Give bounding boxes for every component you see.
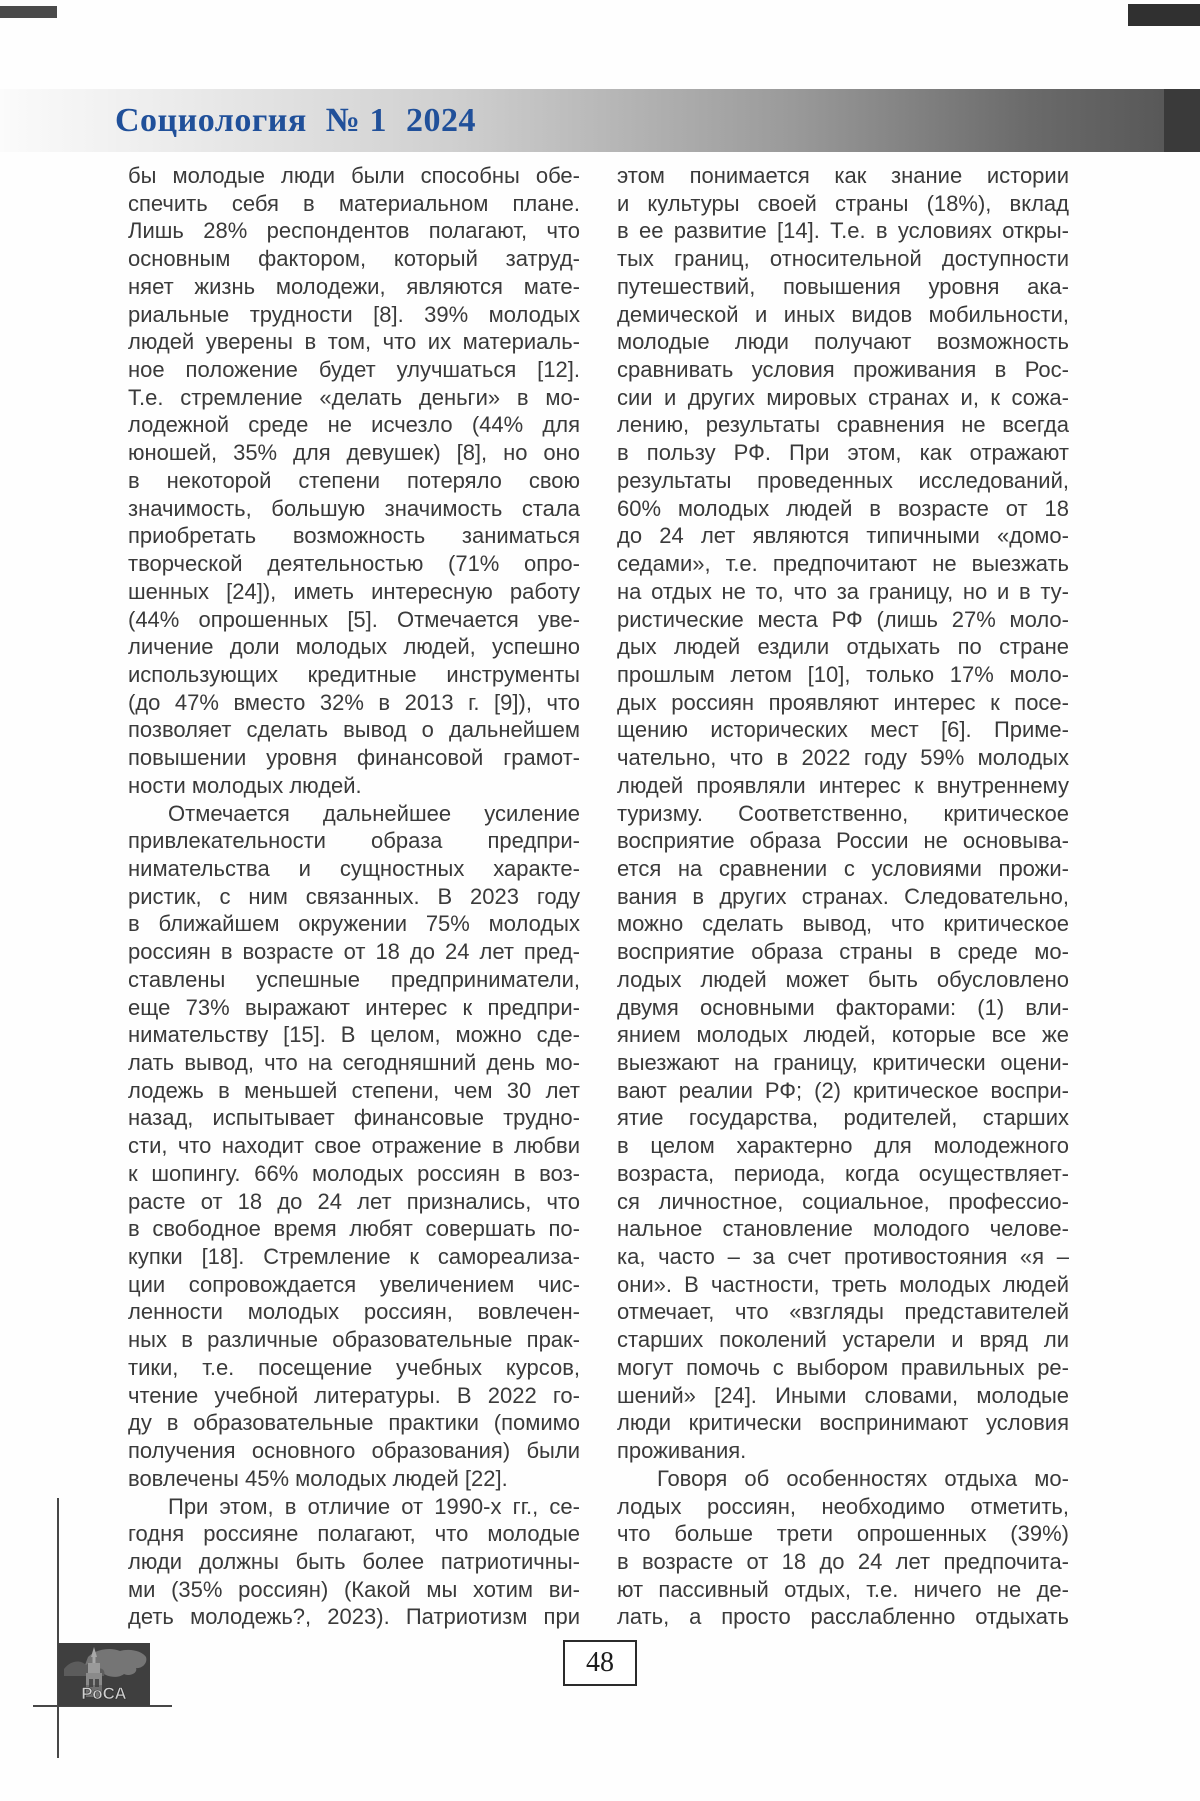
text-line: и культуры своей страны (18%), вклад	[617, 190, 1069, 216]
text-line: привлекательности образа предпри-	[128, 828, 580, 854]
text-line: россиян в возрасте от 18 до 24 лет пред-	[128, 939, 580, 965]
text-line: в свободное время любят совершать по-	[128, 1216, 580, 1242]
text-line: Т.е. стремление «делать деньги» в мо-	[128, 384, 580, 410]
header-bar	[0, 89, 1200, 152]
text-line: выезжают на границу, критически оцени-	[617, 1050, 1069, 1075]
text-line: проживания.	[617, 1438, 747, 1464]
text-line: путешествий, повышения уровня ака-	[617, 273, 1069, 299]
text-line: в возрасте от 18 до 24 лет предпочита-	[617, 1548, 1069, 1574]
text-line: дых людей ездили отдыхать по стране	[617, 634, 1069, 660]
text-line: шений» [24]. Иными словами, молодые	[617, 1382, 1069, 1408]
text-line: лать, а просто расслабленно отдыхать	[617, 1604, 1069, 1630]
text-line: в ее развитие [14]. Т.е. в условиях откры-	[617, 218, 1069, 244]
text-line: янием молодых людей, которые все же	[617, 1022, 1069, 1048]
text-line: приобретать возможность заниматься	[128, 523, 580, 549]
text-line: люди критически воспринимают условия	[617, 1410, 1069, 1436]
text-line: расте от 18 до 24 лет признались, что	[128, 1188, 580, 1214]
text-line: (44% опрошенных [5]. Отмечается уве-	[128, 606, 580, 632]
text-line: сии и других мировых странах и, к сожа-	[617, 384, 1069, 410]
text-line: в целом характерно для молодежного	[617, 1133, 1069, 1159]
text-line: ных в различные образовательные прак-	[128, 1327, 580, 1353]
text-line: они». В частности, треть молодых людей	[617, 1271, 1069, 1297]
text-line: возраста, периода, когда осуществляет-	[617, 1160, 1069, 1186]
text-line: Говоря об особенностях отдыха мо-	[657, 1465, 1069, 1491]
text-line: значимость, большую значимость стала	[128, 495, 580, 521]
text-line: личение доли молодых людей, успешно	[128, 634, 580, 660]
text-line: спечить себя в материальном плане.	[128, 190, 580, 216]
header-bar-dark-end	[1164, 89, 1200, 152]
text-line: ности молодых людей.	[128, 772, 362, 798]
text-line: тики, т.е. посещение учебных курсов,	[128, 1354, 580, 1380]
text-line: сти, что находит свое отражение в любви	[128, 1133, 580, 1159]
journal-name: Социология	[115, 101, 307, 139]
text-line: 60% молодых людей в возрасте от 18	[617, 495, 1069, 521]
text-line: лодых россиян, необходимо отметить,	[617, 1493, 1069, 1519]
article-text-block	[128, 162, 1069, 1631]
text-line: няет жизнь молодежи, являются мате-	[128, 273, 580, 299]
text-line: (до 47% вместо 32% в 2013 г. [9]), что	[128, 689, 580, 715]
text-line: молодые люди получают возможность	[617, 329, 1069, 355]
text-line: получения основного образования) были	[128, 1438, 580, 1464]
text-line: ют пассивный отдых, т.е. ничего не де-	[617, 1576, 1069, 1602]
text-line: на отдых не то, что за границу, но и в ту-	[617, 578, 1069, 604]
page-number-box	[563, 1640, 637, 1686]
text-line: людей проявляли интерес к внутреннему	[617, 772, 1069, 798]
text-line: вают реалии РФ; (2) критическое воспри-	[617, 1077, 1069, 1103]
text-line: щению исторических мест [6]. Приме-	[617, 717, 1069, 743]
left-column	[128, 162, 580, 1631]
text-line: Лишь 28% респондентов полагают, что	[128, 218, 580, 244]
text-line: лению, результаты сравнения не всегда	[617, 412, 1069, 438]
text-line: основным фактором, который затруд-	[128, 246, 580, 272]
journal-year: 2024	[405, 101, 476, 139]
text-line: результаты проведенных исследований,	[617, 467, 1069, 493]
text-line: люди должны быть более патриотичны-	[128, 1548, 580, 1574]
text-line: ся личностное, социальное, профессио-	[617, 1188, 1069, 1214]
text-line: в некоторой степени потеряло свою	[128, 467, 580, 493]
text-line: еще 73% выражают интерес к предпри-	[128, 994, 580, 1020]
text-line: этом понимается как знание истории	[617, 163, 1069, 188]
text-line: шенных [24]), иметь интересную работу	[128, 578, 580, 604]
text-line: отмечает, что «взгляды представителей	[617, 1299, 1069, 1325]
text-line: ленности молодых россиян, вовлечен-	[128, 1299, 580, 1325]
text-line: ми (35% россиян) (Какой мы хотим ви-	[128, 1576, 580, 1602]
text-line: Отмечается дальнейшее усиление	[168, 800, 580, 826]
text-line: нимательства и сущностных характе-	[128, 855, 580, 881]
journal-header-title	[115, 89, 476, 152]
text-line: ции сопровождается увеличением чис-	[128, 1271, 580, 1297]
text-line: ристические места РФ (лишь 27% моло-	[617, 606, 1069, 632]
text-line: можно сделать вывод, что критическое	[617, 911, 1069, 937]
text-line: людей уверены в том, что их материаль-	[128, 329, 580, 355]
text-line: тых границ, относительной доступности	[617, 246, 1069, 272]
text-line: вовлечены 45% молодых людей [22].	[128, 1465, 508, 1491]
text-line: восприятие образа России не основыва-	[617, 828, 1069, 854]
text-line: ставлены успешные предприниматели,	[128, 966, 580, 992]
rosa-society-logo	[58, 1643, 150, 1706]
text-line: сравнивать условия проживания в Рос-	[617, 357, 1069, 383]
text-line: седами», т.е. предпочитают не выезжать	[617, 551, 1069, 577]
crop-mark-vertical	[57, 1498, 59, 1758]
text-line: дых россиян проявляют интерес к посе-	[617, 689, 1069, 715]
text-line: лодежной среде не исчезло (44% для	[128, 412, 580, 438]
text-line: купки [18]. Стремление к самореализа-	[128, 1244, 580, 1270]
text-line: лать вывод, что на сегодняшний день мо-	[128, 1050, 580, 1075]
text-line: назад, испытывает финансовые трудно-	[128, 1105, 580, 1131]
text-line: годня россияне полагают, что молодые	[128, 1521, 580, 1547]
text-line: нальное становление молодого челове-	[617, 1216, 1069, 1242]
text-line: до 24 лет являются типичными «домо-	[617, 523, 1069, 549]
text-line: восприятие образа страны в среде мо-	[617, 939, 1069, 965]
text-line: нимательству [15]. В целом, можно сде-	[128, 1022, 580, 1048]
text-line: ристик, с ним связанных. В 2023 году	[128, 883, 580, 909]
text-line: в пользу РФ. При этом, как отражают	[617, 440, 1069, 466]
text-line: могут помочь с выбором правильных ре-	[617, 1354, 1069, 1380]
text-line: лодых людей может быть обусловлено	[617, 966, 1069, 992]
scan-artifact-top-left	[0, 6, 57, 18]
text-line: вания в других странах. Следовательно,	[617, 883, 1069, 909]
text-line: в ближайшем окружении 75% молодых	[128, 911, 580, 937]
text-line: деть молодежь?, 2023). Патриотизм при	[128, 1604, 580, 1630]
text-line: риальные трудности [8]. 39% молодых	[128, 301, 580, 327]
logo-text: РоСА	[81, 1684, 127, 1703]
text-line: прошлым летом [10], только 17% моло-	[617, 661, 1069, 687]
text-line: что больше трети опрошенных (39%)	[617, 1521, 1069, 1547]
text-line: юношей, 35% для девушек) [8], но оно	[128, 440, 580, 466]
text-line: позволяет сделать вывод о дальнейшем	[128, 717, 580, 743]
text-line: чтение учебной литературы. В 2022 го-	[128, 1382, 580, 1408]
text-line: лодежь в меньшей степени, чем 30 лет	[128, 1077, 580, 1103]
page-number: 48	[586, 1647, 614, 1678]
text-line: туризму. Соответственно, критическое	[617, 800, 1069, 826]
text-line: ду в образовательные практики (помимо	[128, 1410, 580, 1436]
text-line: ное положение будет улучшаться [12].	[128, 357, 580, 383]
text-line: старших поколений устарели и вряд ли	[617, 1327, 1069, 1353]
text-line: ка, часто – за счет противостояния «я –	[617, 1244, 1069, 1270]
text-line: к шопингу. 66% молодых россиян в воз-	[128, 1160, 580, 1186]
text-line: чательно, что в 2022 году 59% молодых	[617, 745, 1069, 771]
text-line: использующих кредитные инструменты	[128, 661, 580, 687]
text-line: бы молодые люди были способны обе-	[128, 163, 580, 188]
text-line: демической и иных видов мобильности,	[617, 301, 1069, 327]
text-line: При этом, в отличие от 1990-х гг., се-	[168, 1493, 580, 1519]
text-line: творческой деятельностью (71% опро-	[128, 551, 580, 577]
text-line: ется на сравнении с условиями прожи-	[617, 855, 1069, 881]
journal-issue: № 1	[325, 101, 387, 139]
text-line: ятие государства, родителей, старших	[617, 1105, 1069, 1131]
scan-artifact-top-right	[1128, 4, 1200, 26]
right-column	[617, 162, 1069, 1631]
text-line: двумя основными факторами: (1) вли-	[617, 994, 1069, 1020]
text-line: повышении уровня финансовой грамот-	[128, 745, 580, 771]
